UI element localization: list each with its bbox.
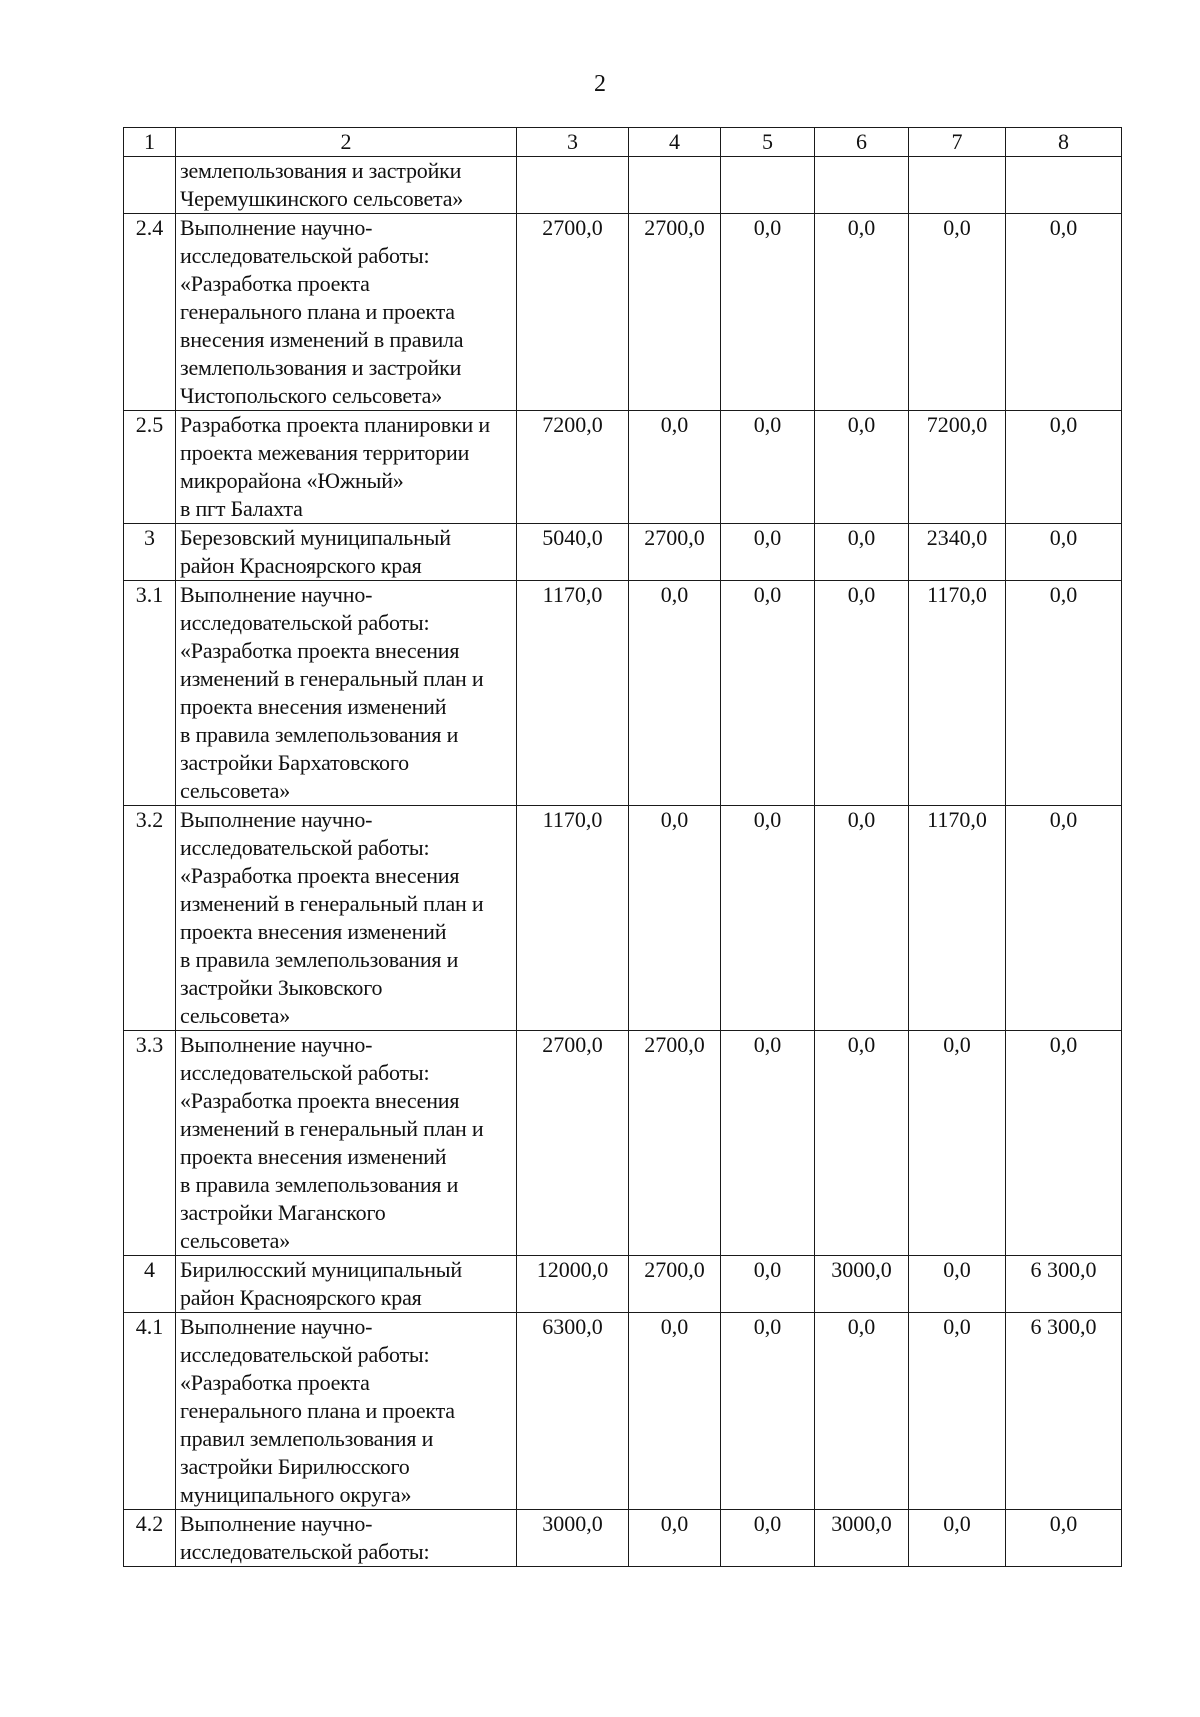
value-cell: 3000,0 [517,1510,629,1567]
row-number-cell: 3.3 [124,1031,176,1256]
description-cell: Выполнение научно- исследовательской работы: «Разработка проекта генерального плана и проекта внесения изменений в правила землепользования и застройки Чистопольского сельсовета» [176,214,517,411]
value-cell: 0,0 [815,411,909,524]
table-row [124,806,1122,1031]
column-header: 2 [176,128,517,157]
row-number-cell: 3 [124,524,176,581]
value-cell: 2700,0 [629,524,721,581]
value-cell: 0,0 [721,581,815,806]
value-cell: 0,0 [909,214,1006,411]
value-cell: 2700,0 [517,1031,629,1256]
value-cell: 6 300,0 [1006,1313,1122,1510]
description-cell: Бирилюсский муниципальный район Красноярского края [176,1256,517,1313]
value-cell: 1170,0 [517,806,629,1031]
value-cell: 0,0 [1006,214,1122,411]
value-cell: 0,0 [629,1510,721,1567]
value-cell: 0,0 [815,1313,909,1510]
value-cell: 2700,0 [629,1256,721,1313]
table-row [124,1031,1122,1256]
description-cell: Выполнение научно- исследовательской работы: «Разработка проекта внесения изменений в генеральный план и проекта внесения изменений в правила землепользования и застройки Бархатовского сельсовета» [176,581,517,806]
table-row [124,214,1122,411]
description-cell: землепользования и застройки Черемушкинского сельсовета» [176,157,517,214]
value-cell: 0,0 [721,1256,815,1313]
value-cell: 0,0 [721,214,815,411]
value-cell: 0,0 [1006,806,1122,1031]
value-cell: 0,0 [909,1510,1006,1567]
table-row [124,524,1122,581]
value-cell: 7200,0 [909,411,1006,524]
row-number-cell: 4 [124,1256,176,1313]
value-cell: 0,0 [721,806,815,1031]
value-cell: 0,0 [1006,1510,1122,1567]
description-cell: Выполнение научно- исследовательской работы: «Разработка проекта генерального плана и проекта правил землепользования и застройки Бирилюсского муниципального округа» [176,1313,517,1510]
value-cell: 0,0 [815,214,909,411]
value-cell: 0,0 [721,411,815,524]
value-cell: 0,0 [721,1313,815,1510]
value-cell: 7200,0 [517,411,629,524]
description-cell: Березовский муниципальный район Красноярского края [176,524,517,581]
value-cell: 0,0 [629,1313,721,1510]
column-header: 4 [629,128,721,157]
row-number-cell: 2.4 [124,214,176,411]
value-cell: 0,0 [721,1031,815,1256]
value-cell: 3000,0 [815,1256,909,1313]
column-header: 1 [124,128,176,157]
value-cell: 5040,0 [517,524,629,581]
value-cell: 1170,0 [909,806,1006,1031]
value-cell: 0,0 [629,806,721,1031]
column-header: 5 [721,128,815,157]
budget-table [123,127,1122,1567]
page-number: 2 [594,71,606,97]
value-cell [815,157,909,214]
description-cell: Выполнение научно- исследовательской работы: «Разработка проекта внесения изменений в генеральный план и проекта внесения изменений в правила землепользования и застройки Зыковского сельсовета» [176,806,517,1031]
value-cell: 2700,0 [629,214,721,411]
value-cell: 0,0 [721,1510,815,1567]
row-number-cell: 2.5 [124,411,176,524]
value-cell: 0,0 [1006,1031,1122,1256]
column-header: 6 [815,128,909,157]
column-header: 3 [517,128,629,157]
value-cell: 1170,0 [909,581,1006,806]
value-cell: 0,0 [629,411,721,524]
table-row [124,411,1122,524]
value-cell: 1170,0 [517,581,629,806]
value-cell [517,157,629,214]
value-cell: 2700,0 [517,214,629,411]
value-cell: 0,0 [1006,524,1122,581]
table-row [124,1510,1122,1567]
table-row [124,157,1122,214]
value-cell: 2700,0 [629,1031,721,1256]
value-cell: 0,0 [815,581,909,806]
value-cell: 0,0 [815,806,909,1031]
value-cell: 0,0 [909,1313,1006,1510]
description-cell: Выполнение научно- исследовательской работы: «Разработка проекта внесения изменений в генеральный план и проекта внесения изменений в правила землепользования и застройки Маганского сельсовета» [176,1031,517,1256]
value-cell: 0,0 [629,581,721,806]
description-cell: Разработка проекта планировки и проекта межевания территории микрорайона «Южный» в пгт Балахта [176,411,517,524]
table-row [124,1256,1122,1313]
value-cell: 12000,0 [517,1256,629,1313]
value-cell: 0,0 [815,1031,909,1256]
header-row [124,128,1122,157]
value-cell: 6 300,0 [1006,1256,1122,1313]
row-number-cell: 4.1 [124,1313,176,1510]
table-row [124,1313,1122,1510]
row-number-cell [124,157,176,214]
row-number-cell: 4.2 [124,1510,176,1567]
value-cell: 6300,0 [517,1313,629,1510]
value-cell: 2340,0 [909,524,1006,581]
value-cell: 0,0 [909,1031,1006,1256]
row-number-cell: 3.1 [124,581,176,806]
value-cell: 0,0 [815,524,909,581]
description-cell: Выполнение научно- исследовательской работы: [176,1510,517,1567]
value-cell: 0,0 [1006,581,1122,806]
column-header: 7 [909,128,1006,157]
row-number-cell: 3.2 [124,806,176,1031]
value-cell [721,157,815,214]
table-row [124,581,1122,806]
value-cell: 0,0 [1006,411,1122,524]
value-cell [909,157,1006,214]
value-cell [629,157,721,214]
column-header: 8 [1006,128,1122,157]
table-body [124,128,1122,1567]
value-cell: 3000,0 [815,1510,909,1567]
value-cell [1006,157,1122,214]
value-cell: 0,0 [909,1256,1006,1313]
value-cell: 0,0 [721,524,815,581]
